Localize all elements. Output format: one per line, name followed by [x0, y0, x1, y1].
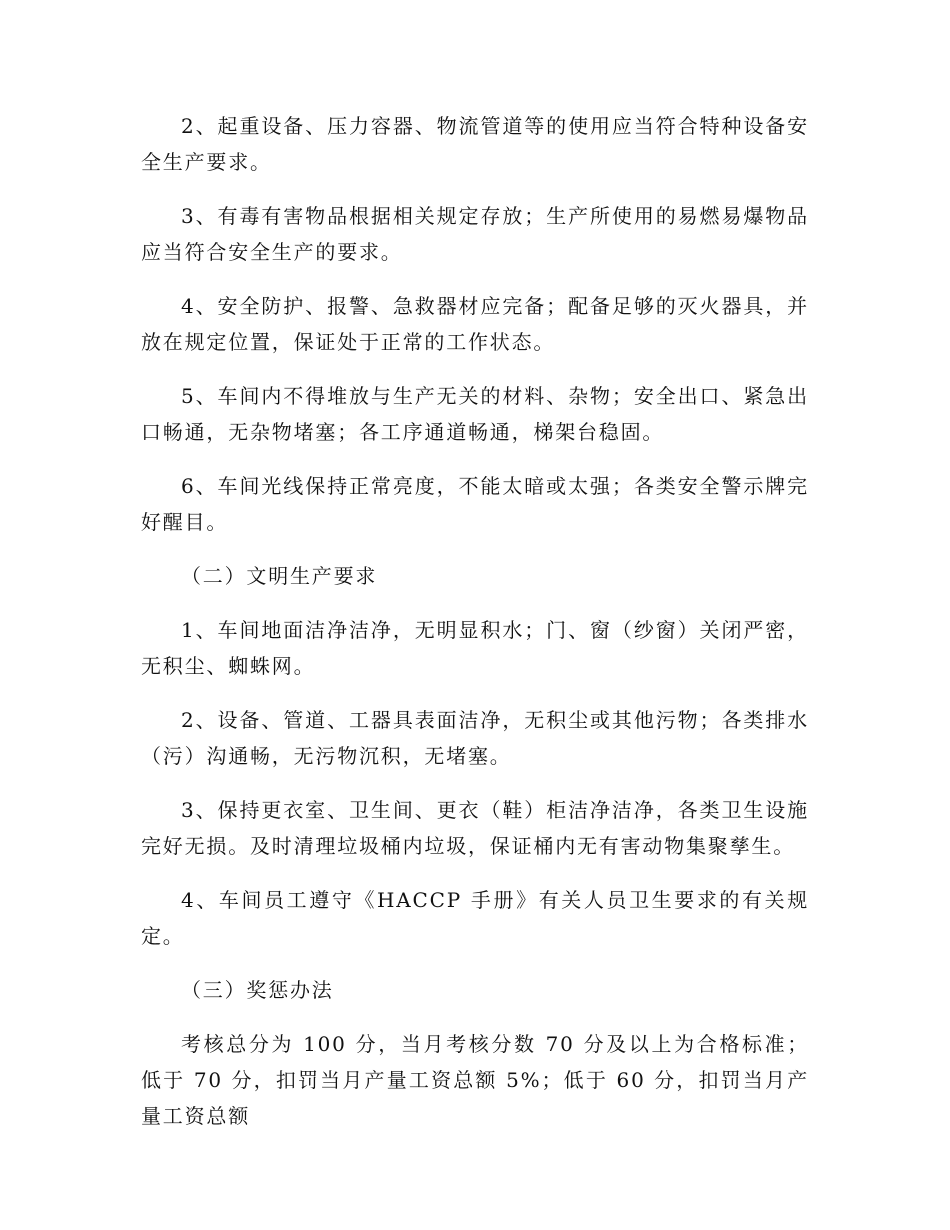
section-heading-civilized-production: （二）文明生产要求 — [181, 564, 378, 588]
paragraph-civilized-1: 1、车间地面洁净洁净，无明显积水；门、窗（纱窗）关闭严密，无积尘、蜘蛛网。 — [141, 618, 809, 678]
paragraph-safety-6: 6、车间光线保持正常亮度，不能太暗或太强；各类安全警示牌完好醒目。 — [141, 474, 809, 534]
paragraph-scoring: 考核总分为 100 分，当月考核分数 70 分及以上为合格标准；低于 70 分，扣罚当月产量工资总额 5%；低于 60 分，扣罚当月产量工资总额 — [141, 1032, 809, 1128]
paragraph-civilized-3: 3、保持更衣室、卫生间、更衣（鞋）柜洁净洁净，各类卫生设施完好无损。及时清理垃圾桶内垃圾，保证桶内无有害动物集聚孳生。 — [141, 798, 809, 858]
paragraph-safety-3: 3、有毒有害物品根据相关规定存放；生产所使用的易燃易爆物品应当符合安全生产的要求。 — [141, 204, 809, 264]
paragraph-civilized-2: 2、设备、管道、工器具表面洁净，无积尘或其他污物；各类排水（污）沟通畅，无污物沉积，无堵塞。 — [141, 708, 809, 768]
paragraph-safety-5: 5、车间内不得堆放与生产无关的材料、杂物；安全出口、紧急出口畅通，无杂物堵塞；各工序通道畅通，梯架台稳固。 — [141, 384, 809, 444]
section-heading-rewards-penalties: （三）奖惩办法 — [181, 978, 334, 1002]
paragraph-safety-2: 2、起重设备、压力容器、物流管道等的使用应当符合特种设备安全生产要求。 — [141, 114, 809, 174]
document-body — [141, 108, 809, 1134]
paragraph-safety-4: 4、安全防护、报警、急救器材应完备；配备足够的灭火器具，并放在规定位置，保证处于正常的工作状态。 — [141, 294, 809, 354]
paragraph-civilized-4: 4、车间员工遵守《HACCP 手册》有关人员卫生要求的有关规定。 — [141, 888, 809, 948]
